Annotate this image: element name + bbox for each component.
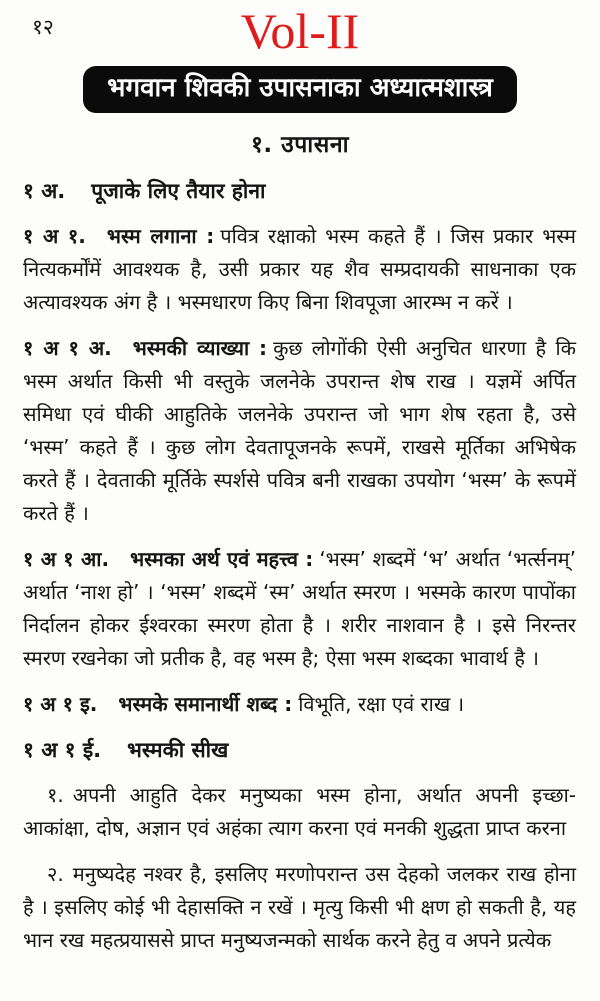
paragraph: [23, 220, 576, 319]
section-heading: [23, 734, 576, 767]
paragraph: [23, 688, 576, 721]
section-label: १ अ.: [23, 179, 66, 203]
paragraph-lead: भस्मकी व्याख्या :: [132, 336, 268, 360]
banner-title: भगवान शिवकी उपासनाका अध्यात्मशास्त्र: [107, 73, 493, 103]
section-heading: [23, 175, 576, 208]
page-number: १२: [32, 15, 54, 39]
list-item-label: २.: [47, 862, 64, 886]
page-header: [0, 0, 600, 159]
paragraph-text: पवित्र रक्षाको भस्म कहते हैं । जिस प्रकार भस्म नित्यकर्मोंमें आवश्यक है, उसी प्रकार यह शैव सम्प्रदायकी साधनाका एक अत्यावश्यक अंग है । भस्मधारण किए बिना शिवपूजा आरम्भ न करें ।: [23, 224, 576, 314]
paragraph-lead: भस्मका अर्थ एवं महत्त्व :: [130, 547, 314, 571]
paragraph-text: कुछ लोगोंकी ऐसी अनुचित धारणा है कि भस्म अर्थात किसी भी वस्तुके जलनेके उपरान्त शेष राख । यज्ञमें अर्पित समिधा एवं घीकी आहुतिके जलनेके उपरान्त जो भाग शेष रहता है, उसे ‘भस्म’ कहते हैं । कुछ लोग देवतापूजनके रूपमें, राखसे मूर्तिका अभिषेक करते हैं । देवताकी मूर्तिके स्पर्शसे पवित्र बनी राखका उपयोग ‘भस्म’ के रूपमें करते हैं ।: [23, 336, 576, 525]
volume-title: Vol-II: [240, 3, 360, 59]
content-area: [0, 159, 600, 957]
paragraph-label: १ अ १ आ.: [23, 547, 110, 571]
paragraph-text: विभूति, रक्षा एवं राख ।: [298, 692, 465, 716]
section-title: पूजाके लिए तैयार होना: [91, 179, 266, 203]
paragraph-label: १ अ १ अ.: [23, 336, 112, 360]
banner-wrap: [0, 66, 600, 113]
list-item: [23, 779, 576, 845]
paragraph-label: १ अ १ इ.: [23, 692, 98, 716]
paragraph-text: ‘भस्म’ शब्दमें ‘भ’ अर्थात ‘भर्त्सनम्’ अर्थात ‘नाश हो’ । ‘भस्म’ शब्दमें ‘स्म’ अर्थात स्मरण । भस्मके कारण पापोंका निर्दालन होकर ईश्वरका स्मरण होता है । शरीर नाशवान है । इसे निरन्तर स्मरण रखनेका जो प्रतीक है, वह भस्म है; ऐसा भस्म शब्दका भावार्थ है ।: [23, 547, 576, 670]
paragraph-label: १ अ १.: [23, 224, 86, 248]
list-item-label: १.: [47, 783, 64, 807]
paragraph-lead: भस्म लगाना :: [106, 224, 215, 248]
list-item: [23, 858, 576, 957]
list-item-text: मनुष्यदेह नश्वर है, इसलिए मरणोपरान्त उस देहको जलकर राख होना है । इसलिए कोई भी देहासक्ति न रखें । मृत्यु किसी भी क्षण हो सकती है, यह भान रख महत्प्रयाससे प्राप्त मनुष्यजन्मको सार्थक करने हेतु व अपने प्रत्येक: [23, 862, 576, 952]
list-item-text: अपनी आहुति देकर मनुष्यका भस्म होना, अर्थात अपनी इच्छा-आकांक्षा, दोष, अज्ञान एवं अहंका त्याग करना एवं मनकी शुद्धता प्राप्त करना: [23, 783, 576, 840]
paragraph: [23, 543, 576, 675]
chapter-heading: १. उपासना: [250, 132, 350, 158]
section-title: भस्मकी सीख: [127, 738, 229, 762]
paragraph-lead: भस्मके समानार्थी शब्द :: [118, 692, 293, 716]
banner: [83, 66, 517, 113]
section-label: १ अ १ ई.: [23, 738, 102, 762]
paragraph: [23, 332, 576, 530]
